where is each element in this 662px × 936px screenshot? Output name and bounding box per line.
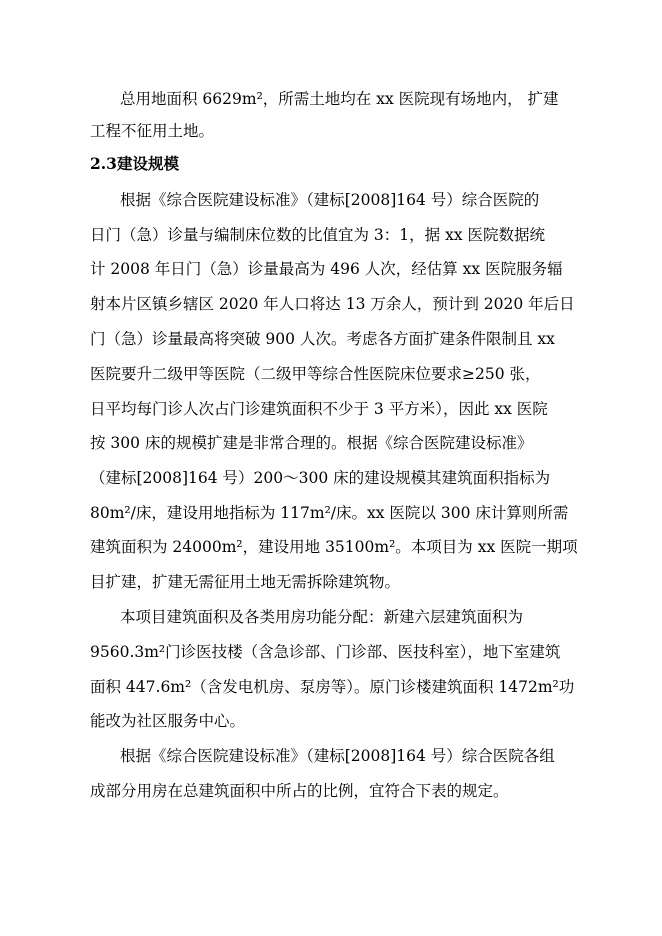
paragraph-line: 80m²/床，建设用地指标为 117m²/床。xx 医院以 300 床计算则所需 <box>90 504 569 522</box>
paragraph-line: 能改为社区服务中心。 <box>90 712 246 730</box>
paragraph-line: 目扩建，扩建无需征用土地无需拆除建筑物。 <box>90 573 401 591</box>
paragraph-line: 9560.3m²门诊医技楼（含急诊部、门诊部、医技科室），地下室建筑 <box>90 643 561 661</box>
paragraph-line: 面积 447.6m²（含发电机房、泵房等）。原门诊楼建筑面积 1472m²功 <box>90 678 575 696</box>
paragraph-line: 建筑面积为 24000m²，建设用地 35100m²。本项目为 xx 医院一期项 <box>90 538 578 556</box>
paragraph-line: 成部分用房在总建筑面积中所占的比例，宜符合下表的规定。 <box>90 782 509 800</box>
paragraph-line: 日门（急）诊量与编制床位数的比值宜为 3：1，据 xx 医院数据统 <box>90 226 545 244</box>
paragraph-line: 根据《综合医院建设标准》（建标[2008]164 号）综合医院各组 <box>120 747 555 765</box>
paragraph-line: 按 300 床的规模扩建是非常合理的。根据《综合医院建设标准》 <box>90 434 533 452</box>
paragraph-line: （建标[2008]164 号）200～300 床的建设规模其建筑面积指标为 <box>90 469 551 487</box>
paragraph-line: 医院要升二级甲等医院（二级甲等综合性医院床位要求≥250 张， <box>90 365 541 383</box>
section-heading: 2.3建设规模 <box>90 154 179 173</box>
paragraph-line: 门（急）诊量最高将突破 900 人次。考虑各方面扩建条件限制且 xx <box>90 330 555 348</box>
paragraph-line: 计 2008 年日门（急）诊量最高为 496 人次，经估算 xx 医院服务辐 <box>90 260 563 278</box>
paragraph-line: 总用地面积 6629m²，所需土地均在 xx 医院现有场地内， 扩建 <box>120 90 559 108</box>
paragraph-line: 根据《综合医院建设标准》（建标[2008]164 号）综合医院的 <box>120 191 540 209</box>
paragraph-line: 本项目建筑面积及各类用房功能分配：新建六层建筑面积为 <box>120 608 524 626</box>
paragraph-line: 射本片区镇乡辖区 2020 年人口将达 13 万余人，预计到 2020 年后日 <box>90 295 575 313</box>
paragraph-line: 工程不征用土地。 <box>90 122 215 140</box>
paragraph-line: 日平均每门诊人次占门诊建筑面积不少于 3 平方米），因此 xx 医院 <box>90 400 548 418</box>
